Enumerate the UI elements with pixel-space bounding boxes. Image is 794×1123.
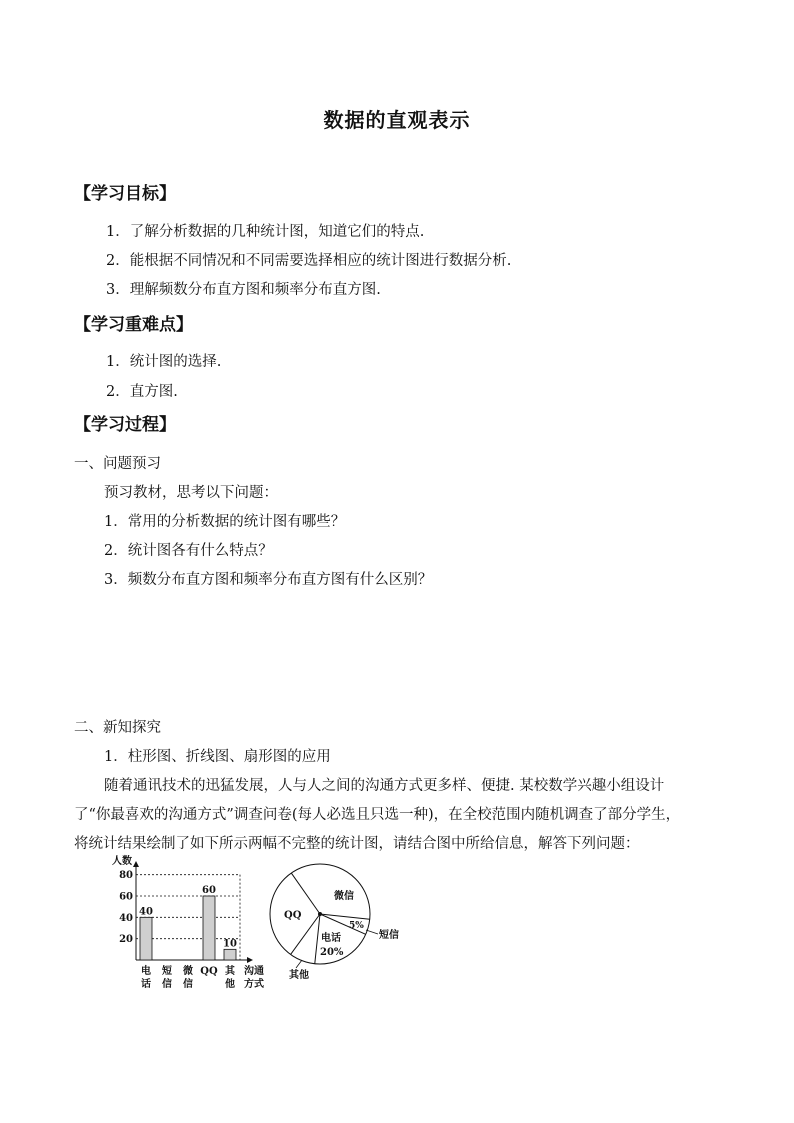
x-tick-label: 微 (183, 966, 193, 977)
x-axis-label: 方式 (244, 979, 264, 990)
bar (203, 896, 215, 960)
slice-label-weixin: 微信 (334, 891, 354, 902)
part-two-heading: 二、新知探究 (74, 720, 161, 736)
x-tick-label: 信 (162, 979, 172, 990)
goal-item: 1．了解分析数据的几种统计图，知道它们的特点. (106, 224, 425, 240)
pie-slice-boundary (320, 914, 370, 919)
outside-label-other: 其他 (289, 970, 309, 981)
bar (224, 949, 236, 960)
bar (140, 917, 152, 960)
data-label: 40 (139, 906, 153, 918)
goals-heading: 【学习目标】 (74, 184, 176, 204)
goal-item: 3．理解频数分布直方图和频率分布直方图. (106, 282, 381, 298)
y-axis-label: 人数 (112, 856, 132, 867)
pie-slice-boundary (291, 873, 320, 914)
question-item: 1．常用的分析数据的统计图有哪些？ (104, 514, 346, 530)
key-point-item: 2．直方图. (106, 384, 178, 400)
goal-item: 2．能根据不同情况和不同需要选择相应的统计图进行数据分析. (106, 253, 512, 269)
y-tick-label: 20 (119, 934, 133, 946)
outside-label-sms: 短信 (379, 930, 399, 941)
key-point-item: 1．统计图的选择. (106, 354, 222, 370)
pie-center (318, 912, 322, 916)
paragraph-line: 随着通讯技术的迅猛发展，人与人之间的沟通方式更多样、便捷. 某校数学兴趣小组设计 (104, 778, 665, 794)
y-tick-label: 60 (119, 891, 133, 903)
key-points-heading: 【学习重难点】 (74, 315, 193, 335)
data-label: 10 (223, 938, 237, 950)
y-tick-label: 40 (119, 912, 133, 924)
x-tick-label: 信 (183, 979, 193, 990)
slice-label-phone: 电话 (321, 933, 341, 944)
y-axis-arrow (133, 861, 139, 867)
pie-chart (262, 852, 422, 987)
y-tick-label: 80 (119, 870, 133, 882)
paragraph-line: 将统计结果绘制了如下所示两幅不完整的统计图，请结合图中所给信息，解答下列问题： (74, 836, 640, 852)
data-label: 60 (202, 885, 216, 896)
part-one-intro: 预习教材，思考以下问题： (104, 485, 278, 501)
part-one-heading: 一、问题预习 (74, 456, 161, 472)
x-tick-label: 他 (225, 979, 235, 990)
paragraph-line: 了“你最喜欢的沟通方式”调查问卷(每人必选且只选一种)，在全校范围内随机调查了部分学生， (74, 807, 681, 823)
slice-label-sms-pct: 5% (349, 921, 364, 931)
x-tick-label: QQ (200, 966, 218, 977)
question-item: 3．频数分布直方图和频率分布直方图有什么区别？ (104, 572, 433, 588)
x-tick-label: 其 (225, 966, 235, 977)
question-item: 2．统计图各有什么特点？ (104, 543, 273, 559)
x-axis-arrow (247, 957, 253, 963)
leader-line-other (296, 960, 302, 968)
leader-line-sms (366, 930, 378, 934)
x-axis-label: 沟通 (244, 966, 264, 977)
page-title: 数据的直观表示 (323, 108, 471, 132)
x-tick-label: 电 (141, 966, 151, 977)
slice-label-qq: QQ (284, 910, 302, 921)
x-tick-label: 短 (162, 966, 172, 977)
slice-label-phone-pct: 20% (320, 947, 344, 958)
part-two-subheading: 1．柱形图、折线图、扇形图的应用 (104, 749, 331, 765)
x-tick-label: 话 (141, 979, 151, 990)
process-heading: 【学习过程】 (74, 415, 176, 435)
